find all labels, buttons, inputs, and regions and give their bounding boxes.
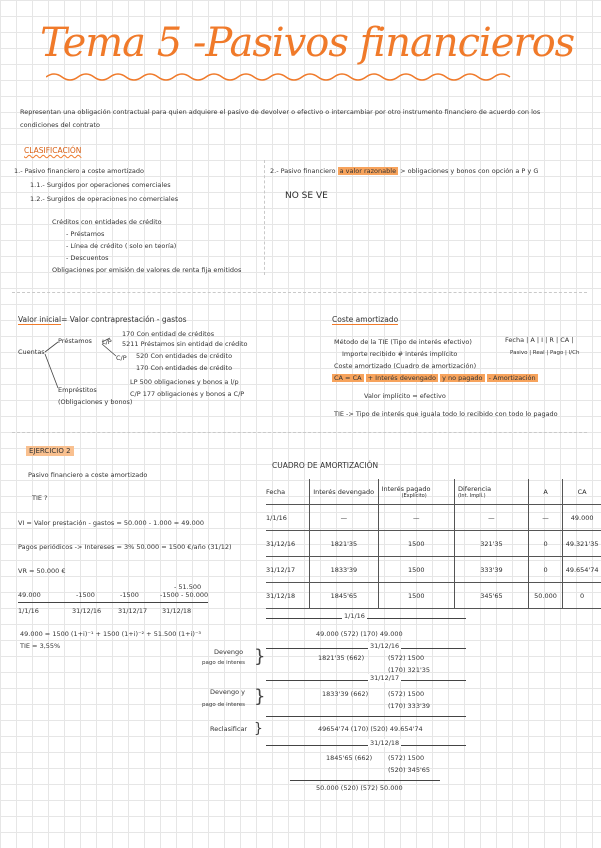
cuadro-title: CUADRO DE AMORTIZACIÓN — [272, 461, 379, 470]
class-left-4: Créditos con entidades de crédito — [52, 218, 162, 226]
journal-entry-5b: (572) 1500 — [388, 754, 425, 762]
header-pagado: Interés pagado (Explicito) — [378, 479, 454, 505]
column-divider — [264, 160, 265, 275]
flow-axis — [18, 602, 208, 603]
journal-line-6 — [290, 780, 440, 781]
class-left-6: - Línea de crédito ( solo en teoría) — [66, 242, 177, 250]
flow-val-3: -1500 - 50.000 — [160, 591, 209, 599]
ca-row-6: TIE -> Tipo de interés que iguala todo lo recibido con todo lo pagado — [334, 410, 558, 418]
section-divider — [12, 292, 587, 293]
journal-entry-2b: (572) 1500 — [388, 654, 425, 662]
flow-val-2: -1500 — [120, 591, 139, 599]
valor-inicial-heading: Valor inicial= Valor contraprestación - gastos — [18, 315, 187, 324]
ca-row-3: Coste amortizado (Cuadro de amortización) — [334, 362, 477, 370]
journal-label-3: Reclasificar — [210, 725, 248, 733]
journal-entry-2a: 1821'35 (662) — [318, 654, 365, 662]
amortization-table — [266, 479, 601, 609]
journal-date-2: 31/12/16 — [370, 642, 400, 650]
classification-heading: CLASIFICACIÓN — [24, 146, 82, 155]
brace-2: } — [254, 686, 266, 707]
journal-date-4: 31/12/18 — [370, 739, 400, 747]
journal-entry-2c: (170) 321'35 — [388, 666, 431, 674]
class-left-5: - Préstamos — [66, 230, 105, 238]
section-divider-2 — [12, 432, 587, 433]
flow-val-1: -1500 — [76, 591, 95, 599]
table-row: 31/12/16 1821'35 1500 321'35 0 49.321'35 — [266, 531, 601, 557]
ca-box: Fecha | A | I | R | CA | — [505, 336, 574, 344]
journal-entry-6: 50.000 (520) (572) 50.000 — [316, 784, 403, 792]
class-right-2: NO SE VE — [285, 191, 328, 201]
cp-item-1: 520 Con entidades de crédito — [136, 352, 233, 360]
intro-line-1: Representan una obligación contractual para quien adquiere el pasivo de devolver o efectivo o intercambiar por otro instrumento financiero de acuerdo con los — [20, 108, 541, 116]
ca-row-2: Importe recibido # interés implícito — [342, 350, 458, 358]
header-a: A — [528, 479, 562, 505]
brace-3: } — [254, 721, 263, 737]
class-left-3: 1.2.- Surgidos de operaciones no comerciales — [30, 195, 179, 203]
ex-line-1: Pasivo financiero a coste amortizado — [28, 471, 148, 479]
flow-date-0: 1/1/16 — [18, 607, 39, 615]
ex-line-4: Pagos periódicos -> Intereses = 3% 50.000 = 1500 €/año (31/12) — [18, 543, 232, 551]
table-header-row — [266, 479, 601, 505]
journal-label-2b: pago de interes — [202, 702, 246, 708]
exercise-tag: EJERCICIO 2 — [26, 446, 74, 456]
ex-line-2: TIE ? — [32, 494, 48, 502]
ca-row-4: CA = CA + Interés devengado y no pagado - Amortización — [334, 374, 536, 382]
journal-entry-4: 49654'74 (170) (520) 49.654'74 — [318, 725, 423, 733]
journal-label-1a: Devengo — [214, 648, 244, 656]
class-right-1: 2.- Pasivo financiero a valor razonable > obligaciones y bonos con opción a P y G — [270, 167, 539, 175]
empr-item-1: LP 500 obligaciones y bonos a l/p — [130, 378, 239, 386]
header-fecha: Fecha — [266, 479, 310, 505]
class-left-8: Obligaciones por emisión de valores de renta fija emitidos — [52, 266, 242, 274]
journal-date-3: 31/12/17 — [370, 674, 400, 682]
journal-line-4 — [266, 716, 466, 717]
emprestitos-label: Empréstitos — [58, 386, 97, 394]
journal-entry-1: 49.000 (572) (170) 49.000 — [316, 630, 403, 638]
lp-item-2: 5211 Préstamos sin entidad de crédito — [122, 340, 248, 348]
emprestitos-sub: (Obligaciones y bonos) — [58, 398, 133, 406]
brace-1: } — [254, 646, 266, 667]
tree-lines — [40, 330, 140, 405]
lp-item-1: 170 Con entidad de créditos — [122, 330, 215, 338]
journal-entry-3a: 1833'39 (662) — [322, 690, 369, 698]
tie-result: TIE = 3,55% — [20, 642, 61, 650]
flow-date-2: 31/12/17 — [118, 607, 148, 615]
flow-date-1: 31/12/16 — [72, 607, 102, 615]
header-devengado: Interés devengado — [310, 479, 378, 505]
journal-line-5 — [266, 745, 466, 746]
intro-line-2: condiciones del contrato — [20, 121, 100, 129]
flow-val-0: 49.000 — [18, 591, 41, 599]
ex-line-3: VI = Valor prestación - gastos = 50.000 - 1.000 = 49.000 — [18, 519, 205, 527]
cp-item-2: 170 Con entidades de crédito — [136, 364, 233, 372]
journal-entry-3c: (170) 333'39 — [388, 702, 431, 710]
page-title: Tema 5 -Pasivos financieros — [40, 20, 575, 66]
ca-box-2: Pasivo | Real | Pago | I/Ch — [510, 350, 580, 356]
table-row: 31/12/17 1833'39 1500 333'39 0 49.654'74 — [266, 557, 601, 583]
journal-line-3 — [266, 680, 466, 681]
journal-label-2a: Devengo y — [210, 688, 245, 696]
class-left-7: - Descuentos — [66, 254, 109, 262]
journal-entry-5c: (520) 345'65 — [388, 766, 431, 774]
coste-amortizado-heading: Coste amortizado — [332, 315, 399, 324]
flow-date-3: 31/12/18 — [162, 607, 192, 615]
prestamos-label: Préstamos — [58, 337, 92, 345]
journal-entry-3b: (572) 1500 — [388, 690, 425, 698]
ex-line-5: VR = 50.000 € — [18, 567, 66, 575]
journal-date-1: 1/1/16 — [344, 612, 365, 620]
tie-equation: 49.000 = 1500 (1+i)⁻¹ + 1500 (1+i)⁻² + 51.500 (1+i)⁻³ — [20, 630, 201, 638]
flow-top: - 51.500 — [174, 583, 202, 591]
title-underline — [46, 72, 516, 82]
empr-item-2: C/P 177 obligaciones y bonos a C/P — [130, 390, 245, 398]
cp-label: C/P — [116, 354, 127, 362]
table-row: 1/1/16 — — — — 49.000 — [266, 505, 601, 531]
table-row: 31/12/18 1845'65 1500 345'65 50.000 0 — [266, 583, 601, 609]
journal-label-1b: pago de interes — [202, 660, 246, 666]
header-ca: CA — [563, 479, 601, 505]
journal-line-2 — [266, 648, 466, 649]
cuentas-label: Cuentas — [18, 348, 45, 356]
class-left-2: 1.1.- Surgidos por operaciones comerciales — [30, 181, 171, 189]
lp-label: L/P — [102, 338, 112, 346]
journal-entry-5a: 1845'65 (662) — [326, 754, 373, 762]
header-diferencia: Diferencia (Int. Implí.) — [454, 479, 528, 505]
ca-row-1: Método de la TIE (Tipo de interés efectivo) — [334, 338, 472, 346]
ca-row-5: Valor implícito = efectivo — [364, 392, 446, 400]
class-left-1: 1.- Pasivo financiero a coste amortizado — [14, 167, 144, 175]
